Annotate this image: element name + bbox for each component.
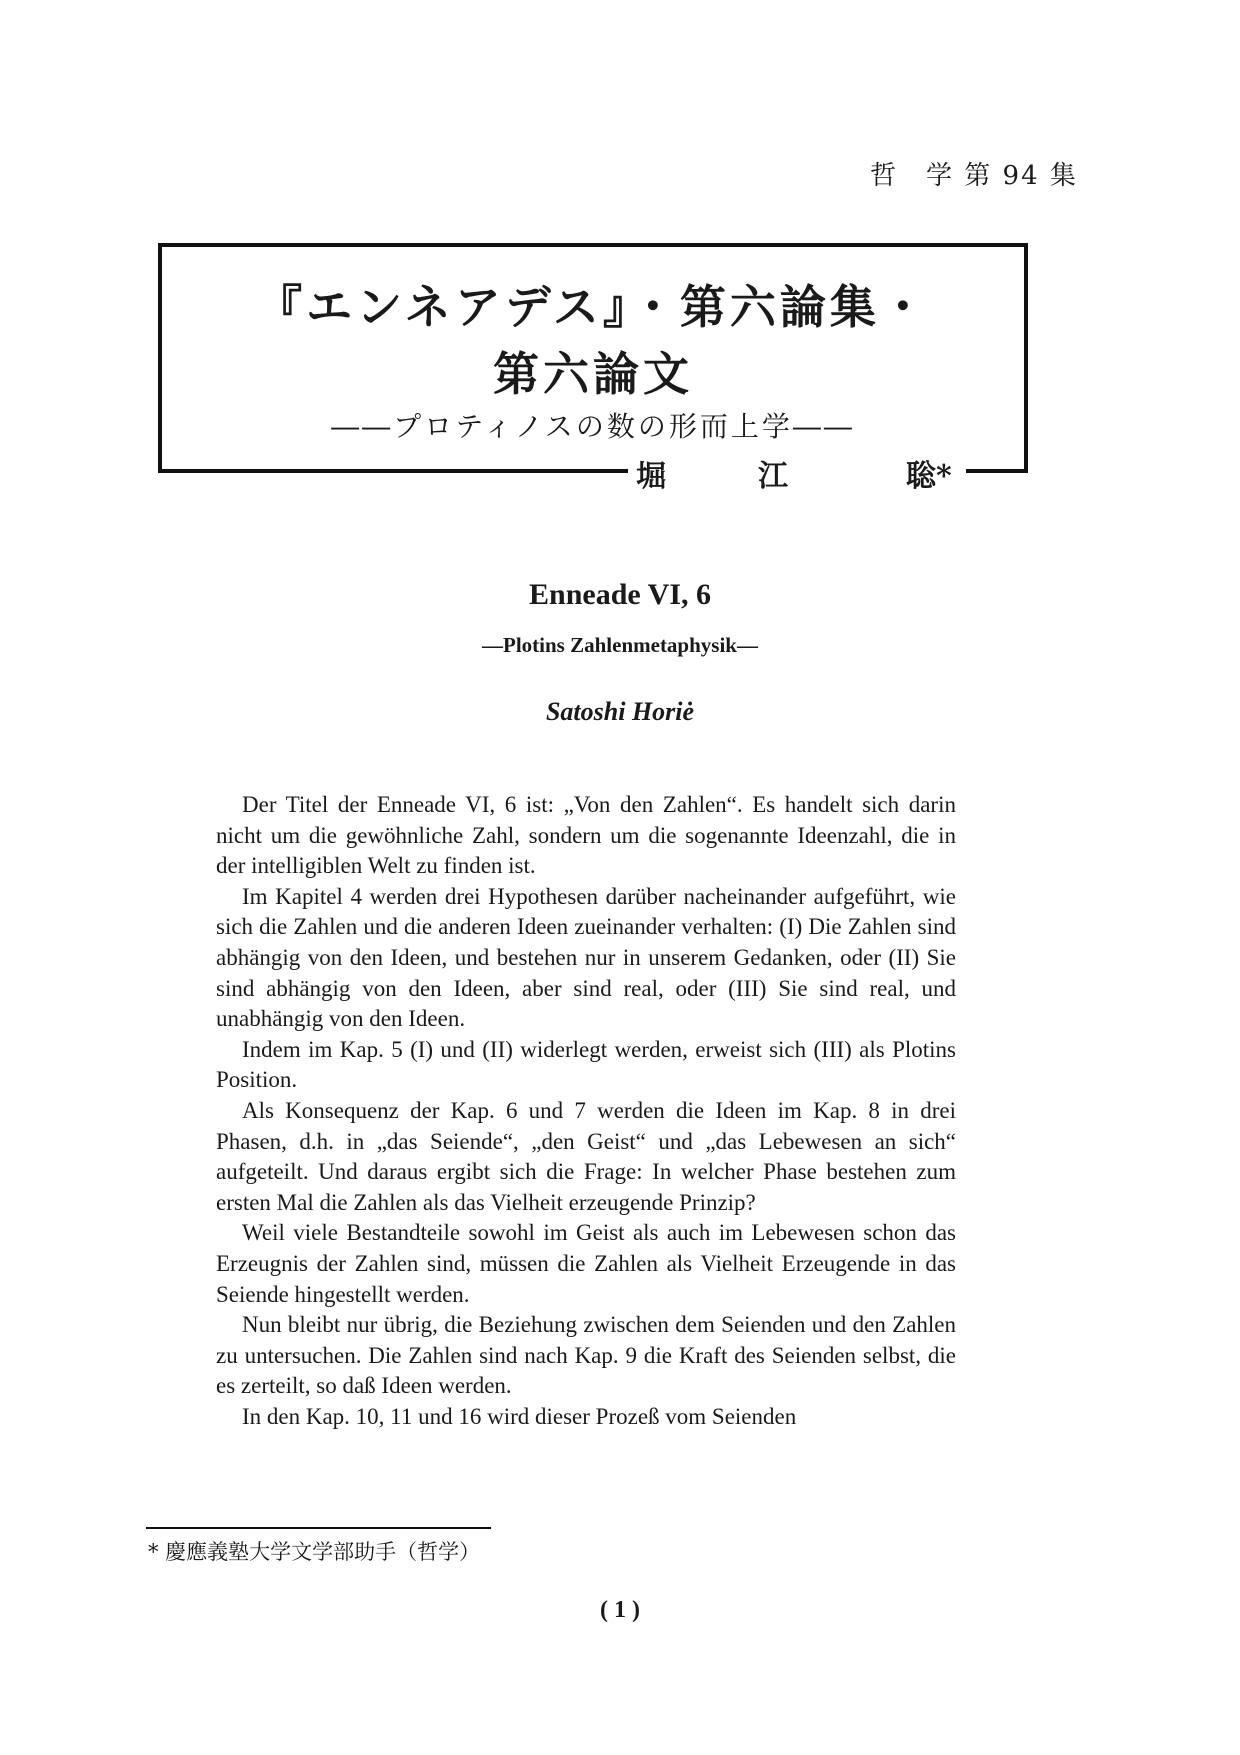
box-border-top bbox=[158, 243, 1028, 247]
footnote-divider bbox=[146, 1527, 491, 1529]
paragraph: In den Kap. 10, 11 und 16 wird dieser Prozeß vom Seienden bbox=[242, 1403, 797, 1429]
japanese-author-given-name: 聡* bbox=[906, 459, 952, 494]
paragraph: Der Titel der Enneade VI, 6 ist: „Von den Zahlen“. Es handelt sich darin nicht um die gewöhnliche Zahl, sondern um die sogenannte Ideenzahl, die in der intelligiblen Welt zu finden ist. bbox=[216, 792, 956, 879]
paragraph: Nun bleibt nur übrig, die Beziehung zwischen dem Seienden und den Zahlen zu untersuchen. Die Zahlen sind nach Kap. 9 die Kraft des Seienden selbst, die es zerteilt, so daß Ideen werden. bbox=[216, 1312, 956, 1399]
paragraph: Im Kapitel 4 werden drei Hypothesen darüber nacheinander aufgeführt, wie sich die Zahlen und die anderen Ideen zueinander verhalten: (I) Die Zahlen sind abhängig von den Ideen, und bestehen nur in unserem Gedanken, oder (II) Sie sind abhängig von den Ideen, aber sind real, oder (III) Sie sind real, und unabhängig von den Ideen. bbox=[216, 883, 956, 1032]
japanese-subtitle: ――プロティノスの数の形而上学―― bbox=[331, 410, 855, 443]
journal-header: 哲 学 第 94 集 bbox=[870, 161, 1078, 191]
title-box bbox=[158, 243, 1028, 494]
japanese-author-surname-1: 堀 bbox=[636, 459, 666, 494]
box-border-bottom-right bbox=[966, 469, 1028, 473]
japanese-author-surname-2: 江 bbox=[758, 459, 788, 494]
german-title: Enneade VI, 6 bbox=[529, 578, 711, 611]
abstract-body bbox=[216, 790, 956, 1432]
page-number: ( 1 ) bbox=[600, 1597, 640, 1623]
german-subtitle: —Plotins Zahlenmetaphysik— bbox=[482, 633, 758, 657]
japanese-title-line1: 『エンネアデス』・第六論集・ bbox=[256, 280, 930, 334]
german-author: Satoshi Horiė bbox=[545, 697, 695, 726]
paragraph: Indem im Kap. 5 (I) und (II) widerlegt werden, erweist sich (III) als Plotins Position. bbox=[216, 1036, 956, 1093]
footnote: * 慶應義塾大学文学部助手（哲学） bbox=[148, 1540, 481, 1564]
paragraph: Weil viele Bestandteile sowohl im Geist als auch im Lebewesen schon das Erzeugnis der Zahlen sind, müssen die Zahlen als Vielheit Erzeugende in das Seiende hingestellt werden. bbox=[216, 1220, 956, 1307]
box-border-bottom-left bbox=[158, 469, 628, 473]
japanese-title-line2: 第六論文 bbox=[493, 347, 693, 401]
paragraph: Als Konsequenz der Kap. 6 und 7 werden die Ideen im Kap. 8 in drei Phasen, d.h. in „das Seiende“, „den Geist“ und „das Lebewesen an sich“ aufgeteilt. Und daraus ergibt sich die Frage: In welcher Phase bestehen zum ersten Mal die Zahlen als das Vielheit erzeugende Prinzip? bbox=[216, 1097, 956, 1215]
